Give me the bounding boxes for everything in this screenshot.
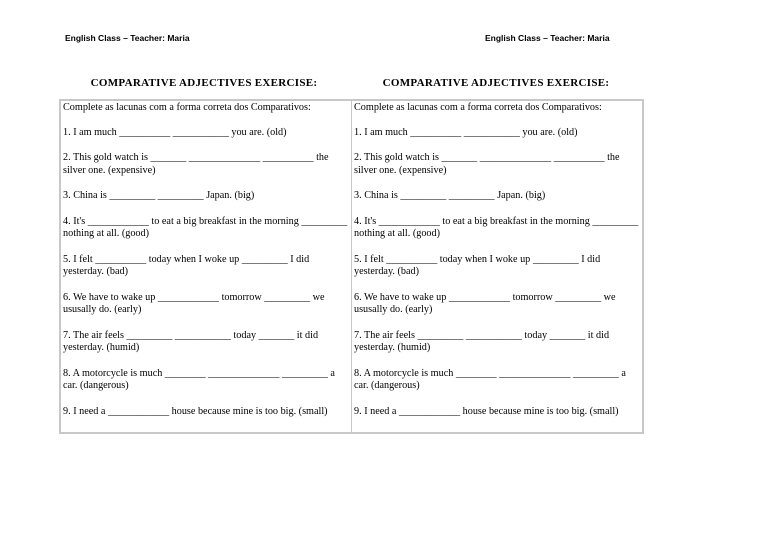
question-item: 4. It's ____________ to eat a big breakfast in the morning _________ nothing at all. (good) xyxy=(63,215,348,239)
question-item: 3. China is _________ _________ Japan. (big) xyxy=(354,190,546,201)
question-item: 4. It's ____________ to eat a big breakfast in the morning _________ nothing at all. (good) xyxy=(354,215,639,239)
exercise-column-left xyxy=(61,101,351,432)
instruction-text: Complete as lacunas com a forma correta dos Comparativos: xyxy=(354,102,602,113)
question-item: 7. The air feels _________ ___________ today _______ it did yesterday. (humid) xyxy=(354,329,610,353)
question-item: 7. The air feels _________ ___________ today _______ it did yesterday. (humid) xyxy=(63,329,319,353)
header-label-right: English Class – Teacher: Maria xyxy=(485,33,610,43)
question-item: 8. A motorcycle is much ________ ______________ _________ a car. (dangerous) xyxy=(354,367,626,391)
header-label-left: English Class – Teacher: Maria xyxy=(65,33,190,43)
question-item: 1. I am much __________ ___________ you are. (old) xyxy=(63,126,287,138)
question-item: 2. This gold watch is _______ ______________ __________ the silver one. (expensive) xyxy=(354,152,620,176)
question-item: 3. China is _________ _________ Japan. (big) xyxy=(63,190,255,201)
question-item: 1. I am much __________ ___________ you are. (old) xyxy=(354,126,578,138)
exercise-title-right: COMPARATIVE ADJECTIVES EXERCISE: xyxy=(382,77,610,89)
question-item: 6. We have to wake up ____________ tomorrow _________ we ususally do. (early) xyxy=(354,291,616,315)
question-item: 9. I need a ____________ house because mine is too big. (small) xyxy=(354,405,619,417)
exercise-title-left: COMPARATIVE ADJECTIVES EXERCISE: xyxy=(90,77,318,89)
exercise-sheet xyxy=(59,99,644,434)
question-item: 6. We have to wake up ____________ tomorrow _________ we ususally do. (early) xyxy=(63,291,325,315)
exercise-column-right xyxy=(351,101,642,432)
instruction-text: Complete as lacunas com a forma correta dos Comparativos: xyxy=(63,102,311,113)
question-item: 9. I need a ____________ house because mine is too big. (small) xyxy=(63,405,328,417)
question-item: 8. A motorcycle is much ________ ______________ _________ a car. (dangerous) xyxy=(63,367,335,391)
question-item: 5. I felt __________ today when I woke up _________ I did yesterday. (bad) xyxy=(63,253,310,277)
question-item: 2. This gold watch is _______ ______________ __________ the silver one. (expensive) xyxy=(63,152,329,176)
question-item: 5. I felt __________ today when I woke up _________ I did yesterday. (bad) xyxy=(354,253,601,277)
